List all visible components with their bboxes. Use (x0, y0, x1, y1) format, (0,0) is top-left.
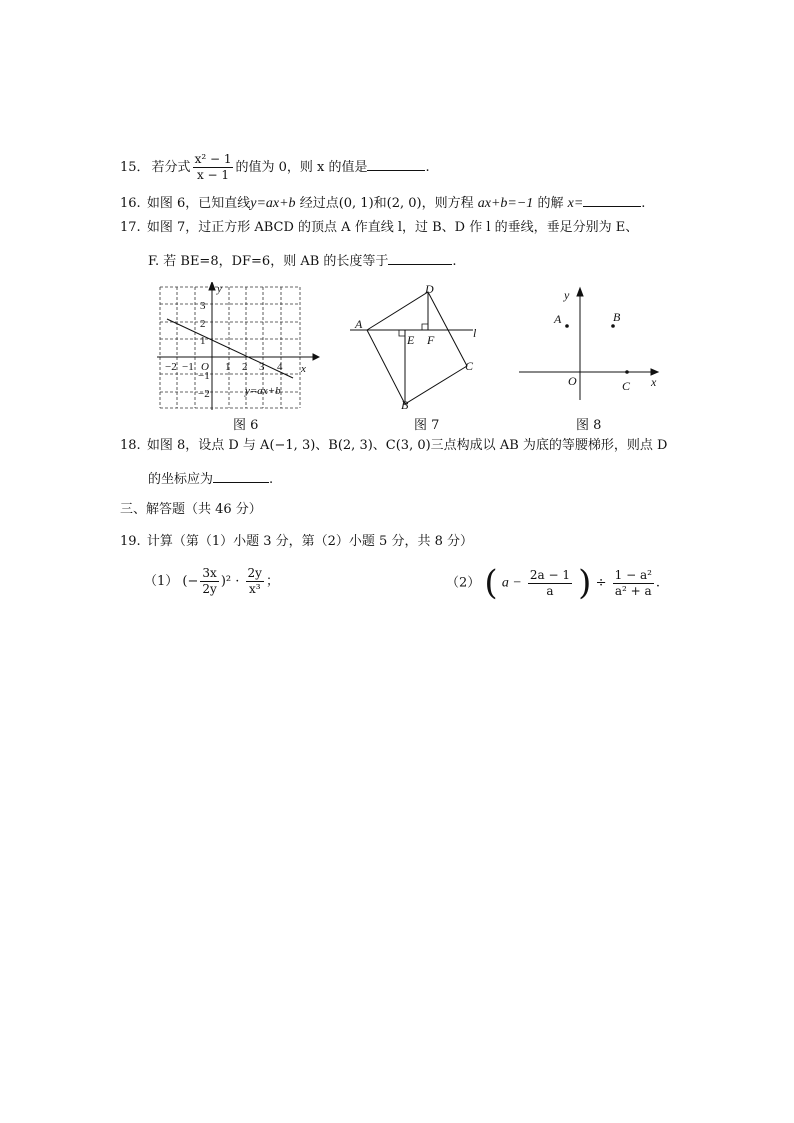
right-paren: ) (578, 563, 592, 603)
fraction-denominator: x³ (248, 582, 261, 596)
question-text: 若分式 (151, 160, 191, 175)
question-18-line-2 (148, 468, 273, 490)
point-c-label: C (465, 359, 474, 373)
point-c (625, 370, 629, 374)
axes (157, 282, 319, 410)
right-angle-mark-f (422, 324, 428, 330)
fraction-numerator: 2y (247, 566, 262, 580)
equation: ax+b=−1 (477, 196, 534, 211)
question-text: 经过点(0, 1)和(2, 0)，则方程 (299, 196, 474, 211)
part-label: （2） (446, 575, 481, 591)
fraction (613, 568, 654, 599)
fraction (200, 566, 218, 597)
origin-label: O (201, 361, 209, 373)
x-axis-label: x (301, 363, 306, 375)
question-text: 的坐标应为 (148, 472, 214, 487)
math-expression: a − (501, 575, 522, 591)
figure-8-caption: 图 8 (576, 418, 602, 433)
punctuation: . (425, 160, 430, 175)
question-15 (120, 152, 430, 183)
punctuation: . (641, 196, 646, 211)
fraction-denominator: 2y (202, 582, 217, 596)
point-a-label: A (554, 312, 562, 326)
question-number: 17. (120, 220, 141, 235)
x-tick: −1 (182, 361, 194, 373)
point-e-label: E (407, 333, 415, 347)
figure-8 (515, 282, 665, 412)
point-b (611, 324, 615, 328)
figure-6-caption: 图 6 (233, 418, 259, 433)
y-axis-label: y (564, 288, 570, 302)
math-symbol: )² (220, 574, 232, 589)
part-label: （1） (144, 574, 179, 589)
question-text: 的值为 0，则 x 的值是 (235, 160, 368, 175)
question-text: 如图 8，设点 D 与 A(−1, 3)、B(2, 3)、C(3, 0)三点构成以 AB 为底的等腰梯形，则点 D (146, 438, 668, 453)
math-symbol: ÷ (595, 575, 607, 591)
punctuation: ； (265, 574, 279, 589)
math-symbol: · (235, 574, 240, 589)
y-axis-label: y (217, 283, 222, 295)
fraction-denominator: x − 1 (196, 168, 230, 182)
question-number: 15． (120, 160, 150, 175)
question-text: 计算（第（1）小题 3 分，第（2）小题 5 分，共 8 分） (146, 534, 473, 549)
figure-6 (155, 282, 320, 412)
x-tick: 4 (277, 361, 283, 373)
punctuation: . (269, 472, 274, 487)
equation: y=ax+b (250, 196, 296, 211)
x-tick: 1 (225, 361, 231, 373)
question-text: F. 若 BE=8，DF=6，则 AB 的长度等于 (148, 254, 389, 269)
question-text: 如图 6，已知直线 (146, 196, 251, 211)
y-tick: 3 (200, 300, 206, 312)
answer-blank[interactable] (583, 192, 641, 207)
axes (519, 288, 658, 400)
fraction-denominator: a² + a (614, 583, 652, 598)
punctuation: . (655, 575, 661, 591)
answer-blank[interactable] (388, 250, 452, 265)
fraction (193, 152, 234, 183)
origin-label: O (568, 374, 577, 388)
fraction-numerator: 1 − a² (614, 567, 652, 582)
point-f-label: F (427, 333, 435, 347)
fraction-numerator: x² − 1 (194, 152, 232, 166)
point-b-label: B (613, 310, 621, 324)
question-16 (120, 192, 645, 214)
point-a (565, 324, 569, 328)
point-c-label: C (622, 379, 631, 393)
question-text: 如图 7，过正方形 ABCD 的顶点 A 作直线 l，过 B、D 作 l 的垂线，垂足分别为 E、 (146, 220, 639, 235)
question-19-part-1 (144, 566, 279, 597)
y-tick: −2 (198, 388, 210, 400)
answer-blank[interactable] (213, 468, 269, 483)
line-label: y=ax+b (245, 385, 281, 397)
punctuation: . (452, 254, 457, 269)
fraction (246, 566, 264, 597)
answer-blank[interactable] (367, 156, 425, 171)
y-tick: 1 (200, 335, 206, 347)
fraction-numerator: 2a − 1 (529, 567, 571, 582)
question-number: 18. (120, 438, 141, 453)
figure-7-caption: 图 7 (414, 418, 440, 433)
right-angle-mark-e (399, 330, 405, 336)
point-d-label: D (425, 282, 434, 296)
y-tick: −1 (198, 370, 210, 382)
square-abcd (367, 292, 467, 404)
x-tick: 2 (242, 361, 248, 373)
line-l-label: l (473, 326, 477, 340)
figure-7 (345, 282, 485, 412)
x-tick: −2 (165, 361, 177, 373)
question-text: 的解 (537, 196, 564, 211)
fraction (528, 568, 572, 599)
question-18-line-1 (120, 436, 667, 456)
point-b-label: B (401, 398, 409, 412)
section-title: 三、解答题（共 46 分） (120, 502, 262, 517)
variable: x= (567, 196, 584, 211)
math-symbol: (− (182, 574, 199, 589)
question-19-part-2 (446, 563, 661, 603)
y-tick: 2 (200, 318, 206, 330)
x-tick: 3 (259, 361, 265, 373)
left-paren: ( (484, 563, 498, 603)
question-17-line-2 (148, 250, 457, 272)
x-axis-label: x (651, 375, 657, 389)
question-19-title (120, 532, 473, 552)
fraction-denominator: a (546, 583, 554, 598)
point-a-label: A (355, 317, 363, 331)
question-number: 19. (120, 534, 141, 549)
fraction-numerator: 3x (200, 566, 218, 582)
question-number: 16. (120, 196, 141, 211)
question-17-line-1 (120, 218, 638, 238)
